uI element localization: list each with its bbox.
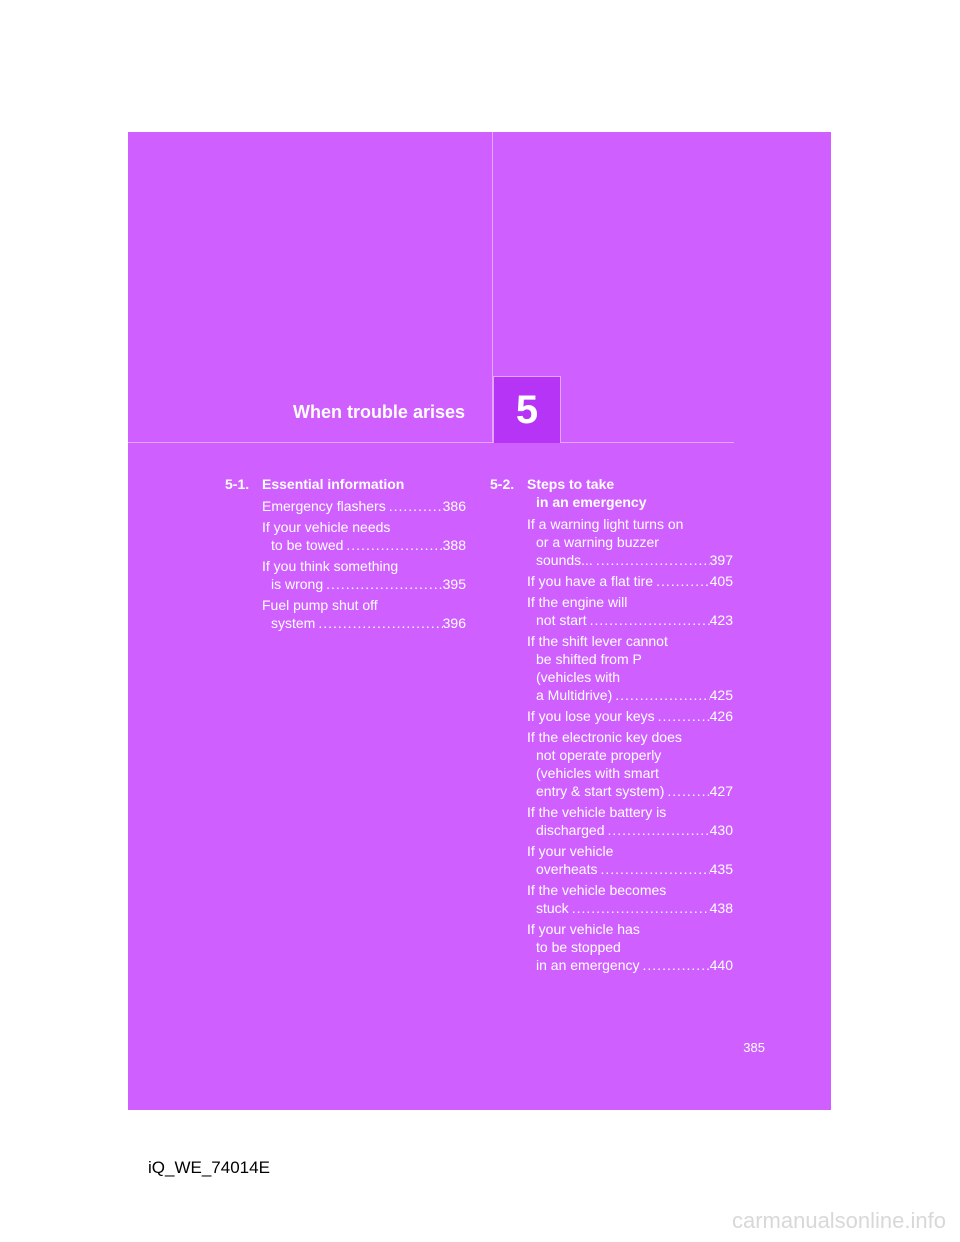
toc-entry-line: be shifted from P <box>536 651 642 667</box>
chapter-number-box <box>493 376 561 443</box>
toc-entry-line: If the vehicle battery is <box>527 804 667 820</box>
toc-entry[interactable] <box>527 728 733 800</box>
toc-entry-line: discharged <box>536 822 605 838</box>
toc-entry-lastline <box>527 551 733 569</box>
toc-entry-lastline <box>527 860 733 878</box>
toc-page-number: 388 <box>442 537 466 553</box>
toc-entry-line: If a warning light turns on <box>527 516 684 532</box>
toc-entry-lastline <box>262 614 466 632</box>
toc-page-number: 427 <box>709 783 733 799</box>
toc-entry[interactable] <box>262 596 466 632</box>
section-number: 5-2. <box>490 476 515 492</box>
toc-page-number: 397 <box>709 552 733 568</box>
section-title <box>262 475 466 493</box>
toc-page-number: 430 <box>709 822 733 838</box>
toc-entry-line: Fuel pump shut off <box>262 597 378 613</box>
section-title <box>527 475 733 511</box>
toc-entry[interactable] <box>262 518 466 554</box>
toc-entry-line: If the electronic key does <box>527 729 682 745</box>
section-heading <box>225 475 466 493</box>
chapter-panel <box>128 132 831 1110</box>
dot-leader <box>612 686 709 704</box>
toc-entry[interactable] <box>262 557 466 593</box>
toc-entry-line: If your vehicle <box>527 843 614 859</box>
section-number: 5-1. <box>225 476 250 492</box>
toc-entry-line: entry & start system) <box>536 783 665 799</box>
toc-entry-line: If the shift lever cannot <box>527 633 668 649</box>
toc-page-number: 440 <box>709 957 733 973</box>
toc-entry[interactable] <box>527 920 733 974</box>
toc-page-number: 435 <box>709 861 733 877</box>
toc-entry-line: overheats <box>536 861 598 877</box>
toc-entry-lastline <box>527 707 733 725</box>
toc-page-number: 396 <box>442 615 466 631</box>
section-title-line: Essential information <box>262 476 405 492</box>
toc-column-right <box>490 475 733 977</box>
toc-entry[interactable] <box>527 707 733 725</box>
dot-leader <box>655 707 710 725</box>
dot-leader <box>343 536 442 554</box>
toc-entry-line: to be stopped <box>536 939 621 955</box>
toc-page-number: 425 <box>709 687 733 703</box>
toc-page-number: 386 <box>442 498 466 514</box>
toc-entry-line: If you think something <box>262 558 399 574</box>
toc-entry[interactable] <box>527 881 733 917</box>
toc-entry-line: is wrong <box>271 576 324 592</box>
toc-entry-lastline <box>527 956 733 974</box>
dot-leader <box>386 497 443 515</box>
toc-entry-line: not start <box>536 612 587 628</box>
toc-page-number: 438 <box>709 900 733 916</box>
toc-entry-line: stuck <box>536 900 569 916</box>
toc-page-number: 423 <box>709 612 733 628</box>
toc-entry-line: a Multidrive) <box>536 687 613 703</box>
toc-entry-line: or a warning buzzer <box>536 534 659 550</box>
toc-entry[interactable] <box>527 632 733 704</box>
page-number: 385 <box>743 1040 765 1055</box>
toc-entry-lastline <box>527 899 733 917</box>
dot-leader <box>605 821 710 839</box>
toc-entry-lastline <box>262 575 466 593</box>
toc-entry[interactable] <box>527 842 733 878</box>
toc-page-number: 405 <box>709 573 733 589</box>
toc-entry-line: If your vehicle needs <box>262 519 391 535</box>
section-title-line: Steps to take <box>527 476 615 492</box>
toc-entry-lastline <box>262 536 466 554</box>
toc-entry-lastline <box>527 572 733 590</box>
chapter-title: When trouble arises <box>292 402 465 422</box>
toc-entry-line: If the vehicle becomes <box>527 882 667 898</box>
watermark: carmanualsonline.info <box>731 1208 946 1233</box>
toc-entry-line: sounds... <box>536 552 593 568</box>
toc-entry[interactable] <box>527 593 733 629</box>
toc-entry-lastline <box>527 821 733 839</box>
toc-entry[interactable] <box>527 515 733 569</box>
toc-entry-line: in an emergency <box>536 957 640 973</box>
toc-entry[interactable] <box>527 803 733 839</box>
dot-leader <box>593 551 710 569</box>
toc-page-number: 426 <box>709 708 733 724</box>
toc-entry-lastline <box>527 782 733 800</box>
toc-entry-line: (vehicles with smart <box>536 765 659 781</box>
dot-leader <box>315 614 442 632</box>
toc-entry-line: Emergency flashers <box>262 498 386 514</box>
document-code: iQ_WE_74014E <box>148 1158 270 1177</box>
toc-entry-line: to be towed <box>271 537 344 553</box>
toc-page-number: 395 <box>442 576 466 592</box>
toc-column-left <box>225 475 466 635</box>
dot-leader <box>569 899 710 917</box>
toc-entry-lastline <box>262 497 466 515</box>
toc-entry-line: not operate properly <box>536 747 662 763</box>
chapter-number: 5 <box>515 387 539 432</box>
toc-entry-line: If your vehicle has <box>527 921 640 937</box>
toc-entry-line: system <box>271 615 316 631</box>
toc-entry[interactable] <box>262 497 466 515</box>
dot-leader <box>640 956 710 974</box>
section-heading <box>490 475 733 511</box>
toc-entry-line: If you lose your keys <box>527 708 655 724</box>
toc-entry[interactable] <box>527 572 733 590</box>
dot-leader <box>664 782 709 800</box>
toc-entry-line: If you have a flat tire <box>527 573 654 589</box>
section-title-line: in an emergency <box>536 494 647 510</box>
divider-horizontal <box>128 442 734 443</box>
dot-leader <box>323 575 443 593</box>
toc-entry-lastline <box>527 611 733 629</box>
dot-leader <box>587 611 710 629</box>
dot-leader <box>653 572 710 590</box>
toc-entry-lastline <box>527 686 733 704</box>
toc-entry-line: If the engine will <box>527 594 628 610</box>
dot-leader <box>597 860 709 878</box>
toc-entry-line: (vehicles with <box>536 669 621 685</box>
